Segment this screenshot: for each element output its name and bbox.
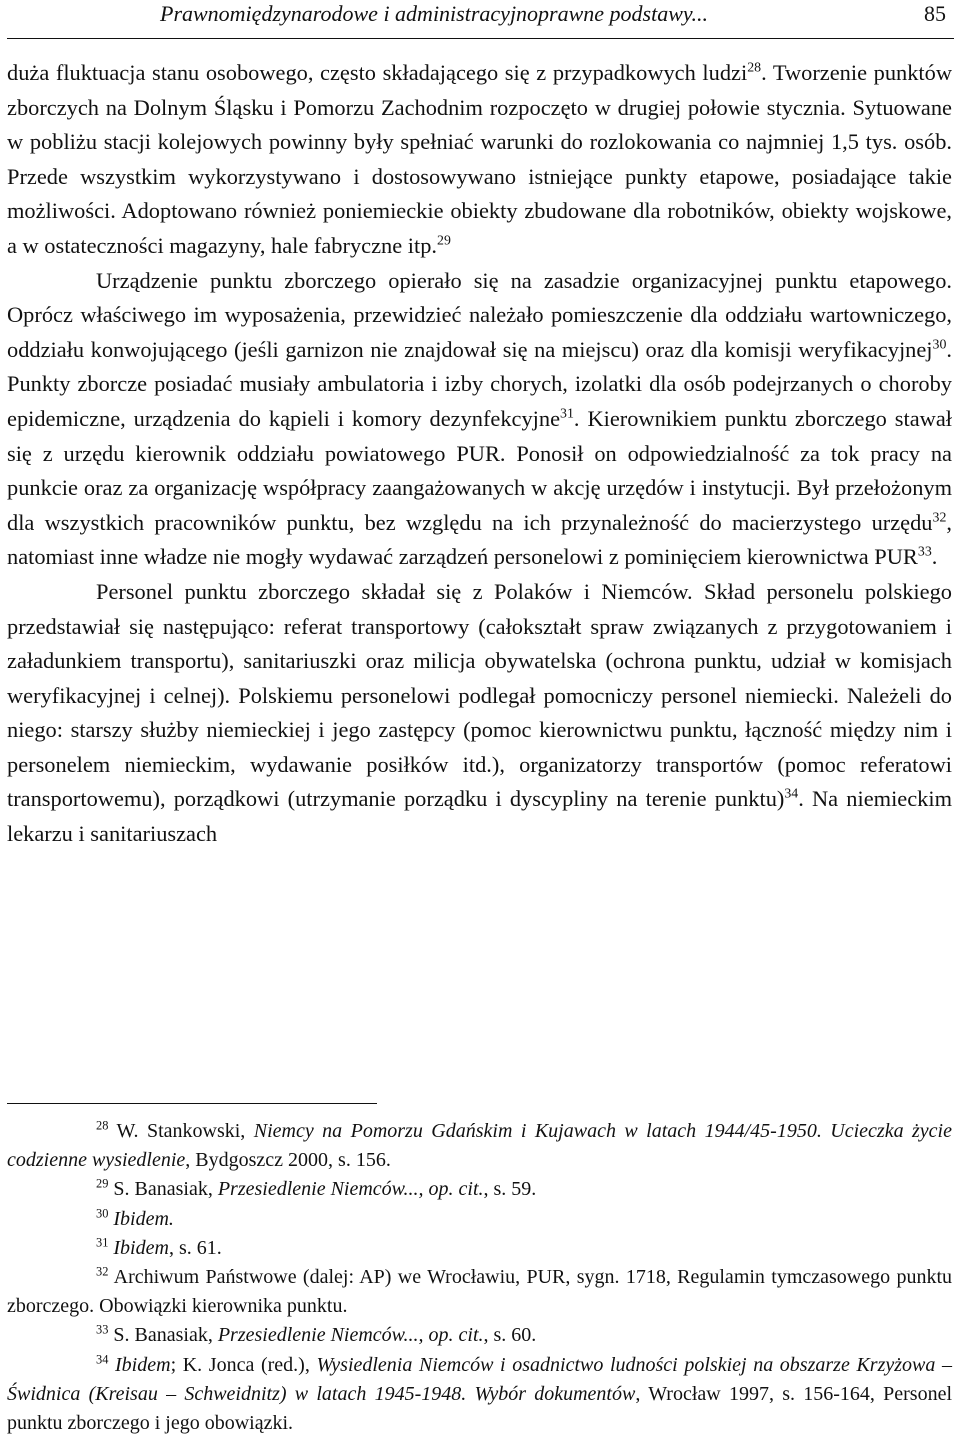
footnote-text: W. Stankowski, <box>108 1120 254 1142</box>
footnote-number: 28 <box>96 1118 109 1133</box>
running-header <box>7 0 952 35</box>
footnote-ref-28[interactable]: 28 <box>747 60 762 76</box>
footnote-separator <box>7 1103 377 1104</box>
footnote-number: 34 <box>96 1351 109 1366</box>
footnote-29 <box>7 1175 952 1204</box>
text-run: Personel punktu zborczego składał się z Polaków i Niemców. Skład personelu polskiego przedstawiał się następująco: referat transportowy (całokształt spraw związanych z przygotowaniem i załadunkiem transportu), sanitariuszki oraz milicja obywatelska (ochrona punktu, udział w komisjach weryfikacyjnej i celnej). Polskiemu personelowi podlegał pomocniczy personel niemiecki. Należeli do niego: starszy służby niemieckiej i jego zastępcy (pomoc kierownictwu punktu, łączność między nim i personelem niemieckim, wydawanie posiłków itd.), organizatorzy transportów (pomoc referatowi transportowemu), porządkowi (utrzymanie porządku i dyscypliny na terenie punktu) <box>7 578 952 812</box>
footnote-number: 32 <box>96 1264 109 1279</box>
running-title: Prawnomiędzynarodowe i administracyjnoprawne podstawy... <box>160 1 708 26</box>
footnote-title: Wysiedlenia Niemców i osadnictwo ludności polskiej na obszarze Krzyżowa – Świdnica (Kreisau – Schweidnitz) w latach 1945-1948. Wybór dokumentów <box>7 1353 952 1405</box>
footnote-title: Ibidem <box>108 1353 171 1376</box>
footnote-text: , s. 59. <box>483 1178 537 1201</box>
footnote-31 <box>7 1234 952 1263</box>
header-rule <box>7 38 954 39</box>
footnote-text: ; K. Jonca (red.), <box>170 1353 317 1376</box>
text-run: . <box>931 544 938 570</box>
paragraph-1 <box>7 56 952 264</box>
footnote-text: Archiwum Państwowe (dalej: AP) we Wrocławiu, PUR, sygn. 1718, Regulamin tymczasowego punktu zborczego. Obowiązki kierownika punktu. <box>7 1266 952 1318</box>
footnote-text: S. Banasiak, <box>108 1324 218 1347</box>
footnote-number: 29 <box>96 1176 109 1191</box>
text-run: duża fluktuacja stanu osobowego, często składającego się z przypadkowych ludzi <box>7 60 748 85</box>
paragraph-3 <box>7 575 952 852</box>
text-run: . Na niemieckim lekarzu i sanitariuszach <box>7 786 952 847</box>
text-run: Urządzenie punktu zborczego opierało się na zasadzie organizacyjnej punktu etapowego. Oprócz właściwego im wyposażenia, przewidzieć należało pomieszczenie dla oddziału wartowniczego, oddziału konwojującego (jeśli garnizon nie znajdował się na miejscu) oraz dla komisji weryfikacyjnej <box>7 267 952 362</box>
body-text <box>7 56 952 852</box>
page-number: 85 <box>924 1 946 26</box>
footnote-text: , s. 61. <box>168 1236 222 1259</box>
footnote-ref-34[interactable]: 34 <box>784 787 799 802</box>
footnote-text: , Bydgoszcz 2000, s. 156. <box>185 1149 391 1172</box>
footnote-32 <box>7 1263 952 1321</box>
footnote-number: 31 <box>96 1235 109 1250</box>
footnote-number: 30 <box>96 1205 109 1220</box>
footnote-ref-33[interactable]: 33 <box>917 544 932 560</box>
footnote-ref-30[interactable]: 30 <box>932 337 947 353</box>
footnote-28 <box>7 1117 952 1175</box>
text-run: . Punkty zborcze posiadać musiały ambulatoria i izby chorych, izolatki dla osób podejrzanych o choroby epidemiczne, urządzenia do kąpieli i komory dezynfekcyjne <box>7 336 952 431</box>
footnote-title: Ibidem. <box>108 1207 174 1230</box>
footnote-number: 33 <box>96 1322 109 1337</box>
text-run: . Tworzenie punktów zborczych na Dolnym Śląsku i Pomorzu Zachodnim rozpoczęto w drugiej połowie stycznia. Sytuowane w pobliżu stacji kolejowych powinny były spełniać warunki do rozlokowania co najmniej 1,5 tys. osób. Przede wszystkim wykorzystywano i dostosowywano istniejące punkty etapowe, posiadające takie możliwości. Adoptowano również poniemieckie obiekty zbudowane dla robotników, obiekty wojskowe, a w ostateczności magazyny, hale fabryczne itp. <box>7 60 952 258</box>
footnote-title: Przesiedlenie Niemców..., op. cit. <box>217 1178 484 1201</box>
footnotes <box>7 1117 952 1438</box>
footnote-text: , Wrocław 1997, s. 156-164, Personel punktu zborczego i jego obowiązki. <box>7 1382 952 1435</box>
footnote-text: S. Banasiak, <box>108 1178 218 1201</box>
footnote-title: Niemcy na Pomorzu Gdańskim i Kujawach w latach 1944/45-1950. Ucieczka życie codzienne wysiedlenie <box>7 1120 952 1172</box>
footnote-34 <box>7 1351 952 1439</box>
text-run: . Kierownikiem punktu zborczego stawał się z urzędu kierownik oddziału powiatowego PUR. Ponosił on odpowiedzialność za tok pracy na punkcie oraz za organizację współpracy zaangażowanych w akcję urzędów i instytucji. Był przełożonym dla wszystkich pracowników punktu, bez względu na ich przynależność do macierzystego urzędu <box>7 405 952 535</box>
text-run: , natomiast inne władze nie mogły wydawać zarządzeń personelowi z pominięciem kierownictwa PUR <box>7 509 952 570</box>
footnote-text: , s. 60. <box>483 1324 537 1347</box>
footnote-33 <box>7 1321 952 1350</box>
footnote-title: Przesiedlenie Niemców..., op. cit. <box>217 1324 484 1347</box>
footnote-30 <box>7 1205 952 1234</box>
footnote-title: Ibidem <box>108 1236 169 1259</box>
footnote-ref-31[interactable]: 31 <box>560 406 574 422</box>
footnote-ref-29[interactable]: 29 <box>437 233 451 249</box>
footnote-ref-32[interactable]: 32 <box>932 510 947 526</box>
paragraph-2 <box>7 264 952 575</box>
